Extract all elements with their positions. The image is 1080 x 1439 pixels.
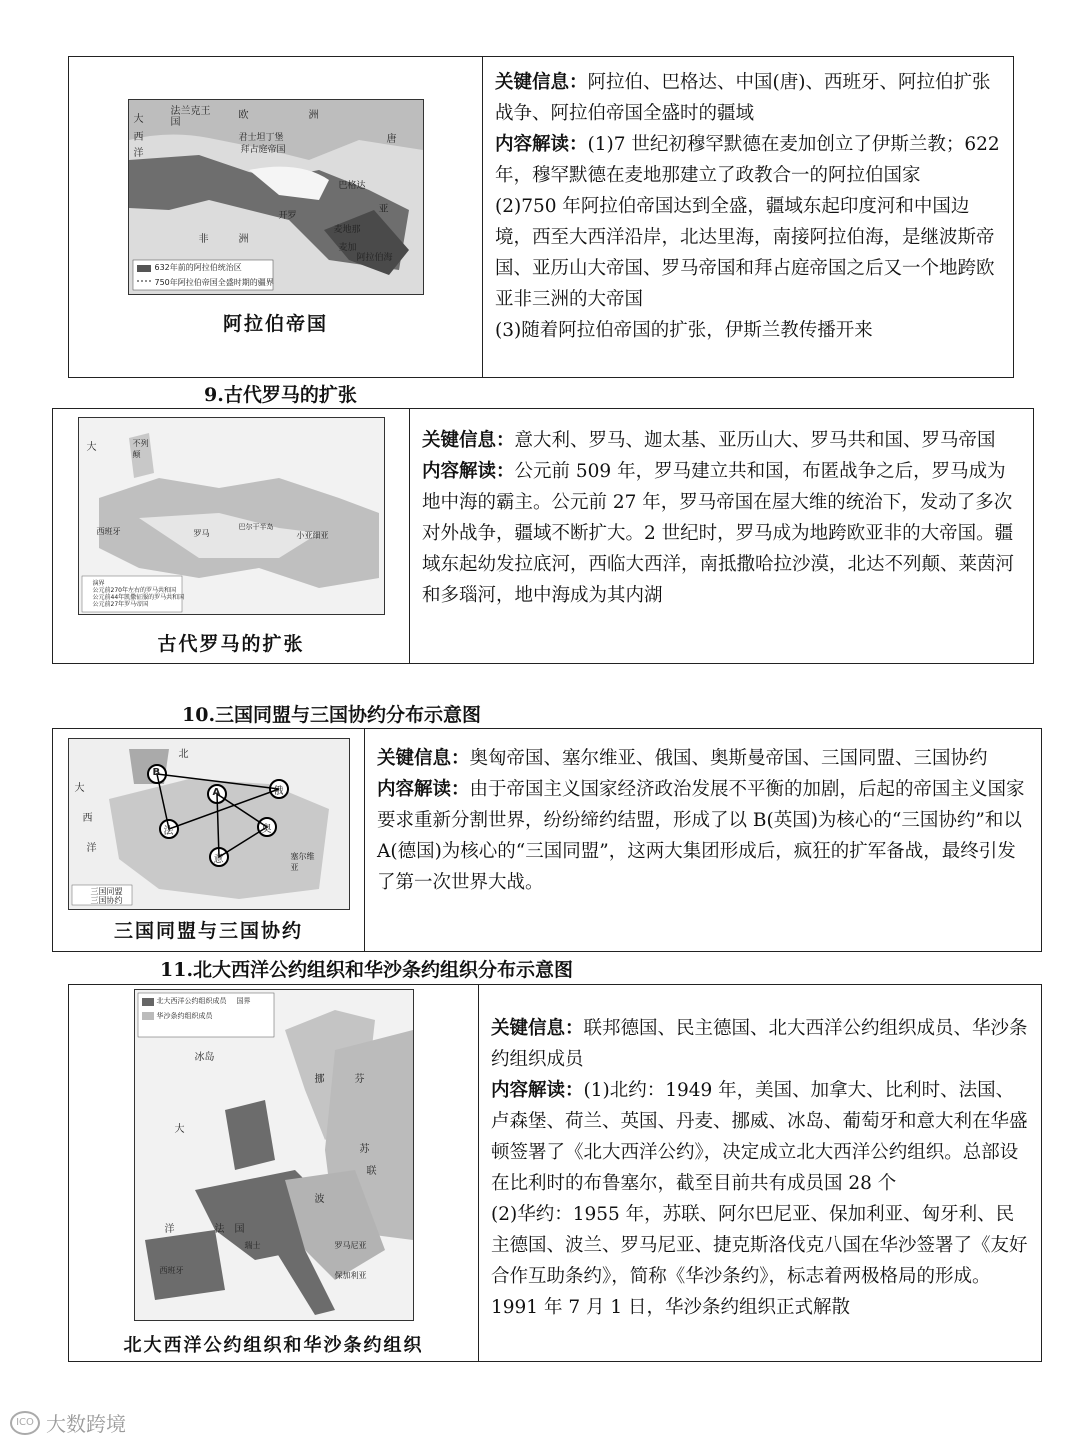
nato-legend-1: 华沙条约组织成员 [156,1012,213,1020]
map-label: 洲 [308,109,319,121]
map-label: 波 [314,1194,325,1205]
content-interpretation [422,456,1021,611]
content-p1: (1)7 世纪初穆罕默德在麦加创立了伊斯兰教；622 年，穆罕默德在麦地那建立了政教合一的阿拉伯国家 [495,134,1000,186]
map-label: 北 [178,748,189,760]
map-label: 洋 [86,842,97,854]
map-label: 大 [174,1124,185,1135]
arab-map-caption: 阿拉伯帝国 [222,312,328,335]
key-info-label: 关键信息： [422,430,515,451]
map-label: 西 [82,812,93,824]
alliance-map [68,738,350,910]
alliance-text [365,729,1041,951]
map-label: 保加利亚 [334,1271,367,1280]
arab-text [483,57,1013,377]
key-info [495,67,1001,129]
map-label: 非 [198,233,209,245]
nato-legend-0: 北大西洋公约组织成员 [156,997,227,1005]
rome-legend-1: 公元前270年左右的罗马共和国 [92,586,176,594]
map-label: 西班牙 [159,1266,184,1275]
heading-9: 9.古代罗马的扩张 [204,384,357,406]
arab-legend-2: 750年阿拉伯帝国全盛时期的疆界 [154,277,274,287]
key-info-text: 奥匈帝国、塞尔维亚、俄国、奥斯曼帝国、三国同盟、三国协约 [469,748,988,769]
node-A: A [212,786,221,798]
content-label: 内容解读： [377,779,470,800]
rome-text [410,409,1033,663]
map-label: 君士坦丁堡 [238,132,284,143]
key-info-text: 意大利、罗马、迦太基、亚历山大、罗马共和国、罗马帝国 [514,430,996,451]
map-label: 西 [133,131,144,143]
node-france: 法 [163,825,174,837]
legend-entente: 三国协约 [90,895,123,905]
map-label: 不列颠 [132,438,149,459]
arab-map-cell [69,57,483,377]
arab-legend-1: 632年前的阿拉伯统治区 [154,262,242,272]
content-p1: 公元前 509 年，罗马建立共和国，布匿战争之后，罗马成为地中海的霸主。公元前 27 年，罗马帝国在屋大维的统治下，发动了多次对外战争，疆域不断扩大。2 世纪时，罗马成为地跨欧亚非的大帝国。疆域东起幼发拉底河，西临大西洋，南抵撒哈拉沙漠，北达不列颠、莱茵河和多瑙河，地中海成为其内湖 [422,461,1015,606]
map-label: 拜占庭帝国 [240,144,286,155]
rome-block [52,408,1034,664]
rome-map [78,417,385,615]
key-info [377,743,1029,774]
alliance-block [52,728,1042,952]
map-label: 洲 [238,233,249,245]
key-info-text: 阿拉伯、巴格达、中国(唐)、西班牙、阿拉伯扩张战争、阿拉伯帝国全盛时的疆域 [495,72,991,124]
legend-alliance: 三国同盟 [90,886,123,896]
node-italy: 意 [213,853,224,865]
alliance-map-svg [69,739,349,909]
map-label: 大 [86,441,97,453]
map-label: 芬 [354,1074,365,1085]
content-label: 内容解读： [495,134,588,155]
map-label: 巴格达 [338,180,366,191]
content-interpretation [491,1075,1029,1199]
content-label: 内容解读： [491,1080,584,1101]
content-label: 内容解读： [422,461,515,482]
key-info-label: 关键信息： [377,748,470,769]
node-austria: 奥 [261,823,272,835]
content-interpretation [377,774,1029,898]
map-label: 麦地那 [333,224,361,235]
alliance-map-caption: 三国同盟与三国协约 [113,919,303,942]
nato-map-caption: 北大西洋公约组织和华沙条约组织 [123,1335,424,1356]
rome-legend-3: 公元前27年罗马帝国 [92,600,149,608]
heading-11: 11.北大西洋公约组织和华沙条约组织分布示意图 [160,959,574,981]
rome-legend-2: 公元前44年凯撒征服的罗马共和国 [92,593,185,601]
nato-text [479,985,1041,1361]
node-B: B [152,766,161,778]
content-p2: (2)750 年阿拉伯帝国达到全盛，疆域东起印度河和中国边境，西至大西洋沿岸，北达里海，南接阿拉伯海，是继波斯帝国、亚历山大帝国、罗马帝国和拜占庭帝国之后又一个地跨欧亚非三洲的大帝国 [495,196,995,310]
key-info [491,1013,1029,1075]
map-label: 塞尔维亚 [290,851,315,872]
map-label: 唐 [386,133,397,145]
map-label: 阿拉伯海 [356,252,393,263]
map-label: 亚 [378,203,389,215]
map-label: 冰岛 [194,1052,215,1063]
map-label: 洋 [164,1224,175,1235]
map-label: 洋 [133,147,144,159]
content-interpretation [495,129,1001,191]
map-label: 小亚细亚 [296,530,329,540]
map-label: 巴尔干半岛 [238,522,274,531]
content-p1: (1)北约：1949 年，美国、加拿大、比利时、法国、卢森堡、荷兰、英国、丹麦、挪威、冰岛、葡萄牙和意大利在华盛顿签署了《北大西洋公约》，决定成立北大西洋公约组织。总部设在比利时的布鲁塞尔，截至目前共有成员国 28 个 [491,1080,1028,1194]
map-label: 法兰克王国 [170,105,211,128]
content-p2: (2)华约：1955 年，苏联、阿尔巴尼亚、保加利亚、匈牙利、民主德国、波兰、罗马尼亚、捷克斯洛伐克八国在华沙签署了《友好合作互助条约》，简称《华沙条约》，标志着两极格局的形成。1991 年 7 月 1 日，华沙条约组织正式解散 [491,1204,1028,1318]
map-label: 法 [214,1224,225,1235]
arab-empire-map [128,99,424,295]
key-info-label: 关键信息： [495,72,588,93]
heading-10: 10.三国同盟与三国协约分布示意图 [182,704,482,726]
key-info-text: 联邦德国、民主德国、北大西洋公约组织成员、华沙条约组织成员 [491,1018,1028,1070]
map-label: 欧 [238,109,249,121]
nato-legend-2: 国界 [236,997,251,1005]
map-label: 大 [74,782,85,794]
alliance-map-cell [53,729,365,951]
key-info [422,425,1021,456]
rome-map-cell [53,409,410,663]
content-p1: 由于帝国主义国家经济政治发展不平衡的加剧，后起的帝国主义国家要求重新分割世界，纷纷缔约结盟，形成了以 B(英国)为核心的“三国协约”和以 A(德国)为核心的“三国同盟”，这两大集团形成后，疯狂的扩军备战，最终引发了第一次世界大战。 [377,779,1025,893]
map-label: 罗马 [193,528,210,538]
watermark [10,1408,126,1437]
map-label: 瑞士 [244,1241,261,1250]
node-russia: 俄 [273,785,284,797]
watermark-logo-icon: ICO [10,1411,40,1435]
rome-legend-0: 演界 [92,579,105,587]
rome-map-caption: 古代罗马的扩张 [157,632,305,655]
nato-map-cell [69,985,479,1361]
nato-map [134,989,414,1321]
map-label: 开罗 [278,210,297,221]
nato-block [68,984,1042,1362]
map-label: 国 [234,1224,245,1235]
key-info-label: 关键信息： [491,1018,584,1039]
watermark-text: 大数跨境 [46,1412,126,1436]
map-label: 挪 [314,1074,325,1085]
map-label: 苏 [359,1144,370,1155]
arab-empire-block [68,56,1014,378]
map-label: 麦加 [338,242,357,253]
map-label: 大 [133,113,144,125]
map-label: 罗马尼亚 [334,1241,367,1250]
map-label: 西班牙 [96,526,121,536]
content-p3: (3)随着阿拉伯帝国的扩张，伊斯兰教传播开来 [495,320,873,341]
map-label: 联 [366,1166,377,1177]
